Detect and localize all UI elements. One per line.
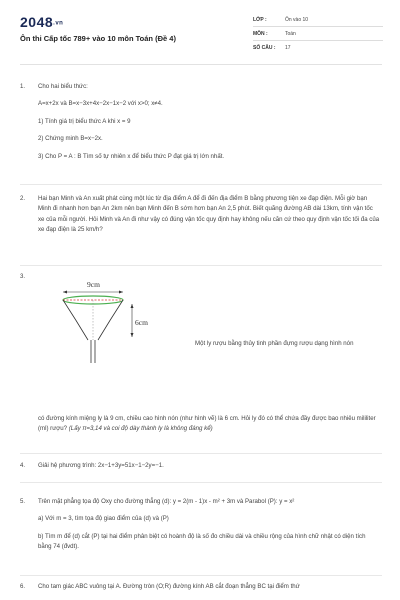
question-divider bbox=[20, 575, 382, 576]
figure-height-label: 6cm bbox=[135, 318, 148, 327]
question-text: Giải hệ phương trình: 2x−1+3y=51x−1−2y=−1. bbox=[38, 462, 164, 469]
question-text: 3) Cho P = A : B Tìm số tự nhiên x để biểu thức P đạt giá trị lớn nhất. bbox=[38, 152, 225, 160]
question-divider bbox=[20, 482, 382, 483]
header-divider bbox=[20, 64, 382, 65]
question-5 bbox=[20, 497, 380, 553]
meta-label: LỚP : bbox=[253, 17, 267, 23]
meta-label: SỐ CÂU : bbox=[253, 45, 276, 51]
meta-divider bbox=[253, 40, 383, 41]
width-arrow-right bbox=[119, 291, 123, 294]
cone-glass-figure bbox=[50, 275, 180, 365]
question-text: Hai bạn Minh và An xuất phát cùng một lúc từ địa điểm A để đi đến địa điểm B bằng phương tiện xe đạp điện. Mỗi giờ bạn Minh đi nhanh hơn bạn An 2km nên bạn Minh đến B sớm hơn bạn An 2,5 phút. Biết quãng đường AB dài 13km, tính vận tốc xe của mỗi người. Hỏi Minh và An đi như vậy có đúng vận tốc quy định hay không nếu căn cứ theo quy định vận tốc tối đa của xe đạp điện là 25 km/h? bbox=[38, 195, 380, 234]
question-number: 5. bbox=[20, 498, 26, 505]
question-text: 2) Chứng minh B=x−2x. bbox=[38, 135, 103, 143]
meta-value: Toán bbox=[285, 31, 296, 37]
question-divider bbox=[20, 453, 382, 454]
meta-value: 17 bbox=[285, 45, 291, 51]
question-text-main: có đường kính miệng ly là 9 cm, chiều cao hình nón (như hình vẽ) là 6 cm. Hỏi ly đó có thể chứa đầy được bao nhiêu mililiter (ml) rượu? bbox=[38, 415, 376, 433]
question-text: Cho hai biểu thức: bbox=[38, 83, 88, 90]
question-text: b) Tìm m để (d) cắt (P) tại hai điểm phân biệt có hoành độ là số đo chiều dài và chiều rộng của hình chữ nhật có diện tích bằng 74 (đvdt). bbox=[38, 532, 366, 551]
question-number: 4. bbox=[20, 462, 26, 469]
meta-label: MÔN : bbox=[253, 31, 268, 37]
cone-side-right bbox=[98, 300, 123, 340]
question-number: 1. bbox=[20, 83, 26, 90]
height-arrow-top bbox=[131, 304, 134, 308]
height-arrow-bottom bbox=[131, 333, 134, 337]
meta-value: Ôn vào 10 bbox=[285, 17, 309, 23]
logo[interactable] bbox=[20, 14, 63, 30]
logo-suffix: .vn bbox=[53, 20, 64, 27]
question-number: 3. bbox=[20, 273, 26, 280]
page-title: Ôn thi Cấp tốc 789+ vào 10 môn Toán (Đề 4) bbox=[20, 34, 176, 43]
question-number: 6. bbox=[20, 583, 26, 590]
question-6 bbox=[20, 582, 380, 592]
cone-side-left bbox=[63, 300, 88, 340]
question-text: 1) Tính giá trị biểu thức A khi x = 9 bbox=[38, 117, 131, 125]
question-text: Trên mặt phẳng tọa độ Oxy cho đường thẳng (d): y = 2(m - 1)x - m² + 3m và Parabol (P): y = x² bbox=[38, 498, 295, 505]
question-4 bbox=[20, 461, 380, 471]
figure-caption: Một ly rượu bằng thủy tinh phần đựng rượu dạng hình nón bbox=[195, 340, 354, 347]
page-header bbox=[0, 0, 400, 60]
question-divider bbox=[20, 184, 382, 185]
question-divider bbox=[20, 265, 382, 266]
width-arrow-left bbox=[63, 291, 67, 294]
question-text: a) Với m = 3, tìm tọa độ giao điểm của (d) và (P) bbox=[38, 515, 169, 523]
question-2 bbox=[20, 194, 380, 236]
question-text bbox=[38, 414, 380, 435]
question-1 bbox=[20, 82, 380, 162]
logo-text: 2048 bbox=[20, 14, 54, 30]
question-text: Cho tam giác ABC vuông tại A. Đường tròn (O;R) đường kính AB cắt đoạn thẳng BC tại điểm thứ bbox=[38, 583, 300, 590]
question-number: 2. bbox=[20, 195, 26, 202]
question-text: A=x+2x và B=x−3x+4x−2x−1x−2 với x>0; x≠4. bbox=[38, 100, 163, 108]
meta-divider bbox=[253, 26, 383, 27]
question-note: (Lấy π=3,14 và coi độ dày thành ly là không đáng kể) bbox=[68, 425, 213, 433]
question-3 bbox=[20, 414, 380, 435]
figure-width-label: 9cm bbox=[87, 280, 100, 289]
